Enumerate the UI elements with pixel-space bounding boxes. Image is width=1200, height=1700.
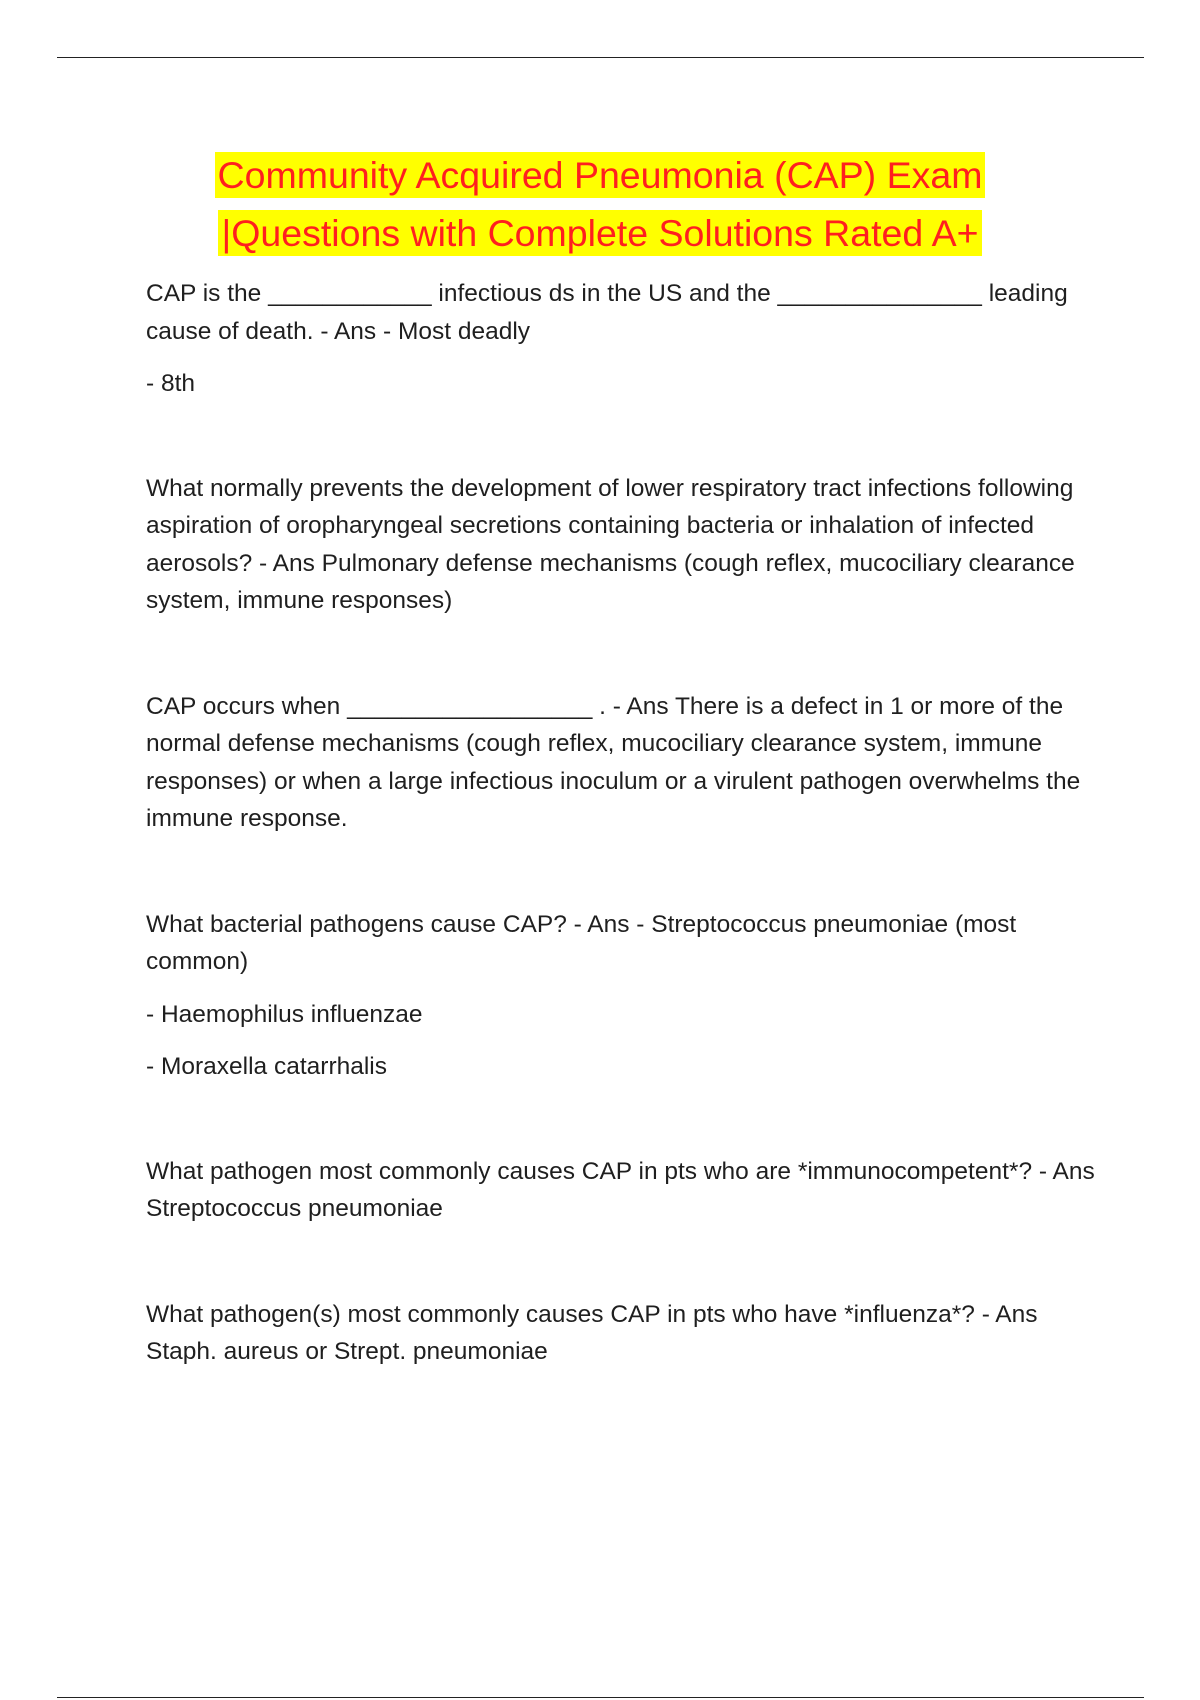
- header-rule: [57, 57, 1144, 58]
- qa-item-4-answer-line-2: - Moraxella catarrhalis: [146, 1053, 387, 1080]
- qa-item-6: What pathogen(s) most commonly causes CAP in pts who have *influenza*? - Ans Staph. aureus or Strept. pneumoniae: [146, 1300, 1045, 1365]
- title-line-2: |Questions with Complete Solutions Rated A+: [218, 210, 981, 256]
- footer-rule: [57, 1697, 1144, 1698]
- qa-item-1: CAP is the ____________ infectious ds in the US and the _______________ leading cause of death. - Ans - Most deadly: [146, 280, 1075, 345]
- qa-item-5: What pathogen most commonly causes CAP in pts who are *immunocompetent*? - Ans Streptococcus pneumoniae: [146, 1157, 1102, 1222]
- qa-item-3: CAP occurs when __________________ . - Ans There is a defect in 1 or more of the normal defense mechanisms (cough reflex, mucociliary clearance system, immune responses) or when a large infectious inoculum or a virulent pathogen overwhelms the immune response.: [146, 692, 1088, 832]
- qa-list: [146, 275, 1101, 1371]
- qa-item-4: What bacterial pathogens cause CAP? - Ans - Streptococcus pneumoniae (most common): [146, 910, 1024, 975]
- qa-item-1-answer-line: - 8th: [146, 370, 196, 397]
- qa-item-4-answer-line-1: - Haemophilus influenzae: [146, 1000, 423, 1028]
- title-line-1: Community Acquired Pneumonia (CAP) Exam: [215, 152, 986, 198]
- document-title: [60, 146, 1140, 262]
- qa-item-2: What normally prevents the development of lower respiratory tract infections following aspiration of oropharyngeal secretions containing bacteria or inhalation of infected aerosols? - Ans Pulmonary defense mechanisms (cough reflex, mucociliary clearance system, immune responses): [146, 474, 1082, 614]
